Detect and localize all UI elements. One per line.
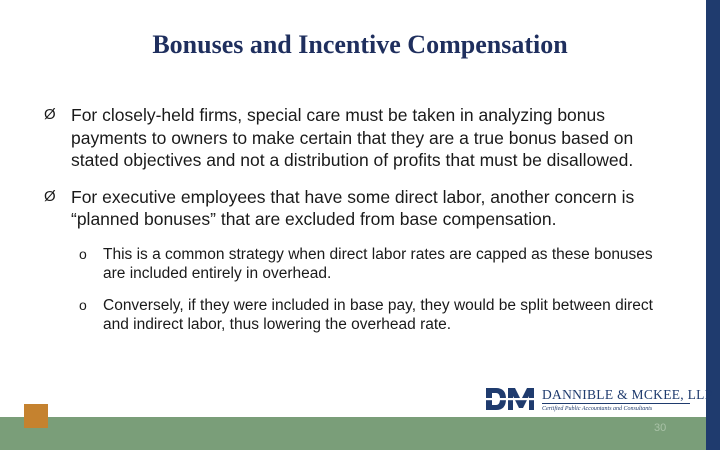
footer-bar bbox=[0, 417, 706, 450]
bullet-list bbox=[44, 104, 664, 347]
bullet-item bbox=[44, 104, 664, 172]
company-logo bbox=[484, 385, 713, 417]
arrow-bullet-icon: Ø bbox=[44, 187, 56, 205]
logo-company-name: DANNIBLE & MCKEE, LLP bbox=[542, 387, 713, 402]
bullet-text: For closely-held firms, special care must be taken in analyzing bonus payments to owners to make certain that they are a true bonus based on stated objectives and not a distribution of profits that must be disallowed. bbox=[71, 105, 634, 170]
accent-square bbox=[24, 404, 48, 428]
bullet-text: For executive employees that have some direct labor, another concern is “planned bonuses” that are excluded from base compensation. bbox=[71, 186, 635, 229]
bullet-item bbox=[44, 186, 664, 231]
sub-bullet-text: This is a common strategy when direct labor rates are capped as these bonuses are included entirely in overhead. bbox=[103, 245, 653, 282]
sub-bullet-text: Conversely, if they were included in base pay, they would be split between direct and indirect labor, thus lowering the overhead rate. bbox=[103, 296, 653, 333]
page-number: 30 bbox=[654, 422, 667, 434]
logo-divider bbox=[542, 403, 690, 404]
circle-bullet-icon: o bbox=[79, 296, 87, 313]
sub-bullet-item bbox=[44, 296, 664, 335]
arrow-bullet-icon: Ø bbox=[44, 106, 56, 123]
right-accent-bar bbox=[706, 0, 720, 450]
dm-logo-icon bbox=[484, 385, 540, 413]
circle-bullet-icon: o bbox=[79, 245, 87, 262]
logo-tagline: Certified Public Accountants and Consultants bbox=[542, 406, 653, 412]
sub-bullet-item bbox=[44, 245, 664, 284]
slide-title: Bonuses and Incentive Compensation bbox=[152, 30, 568, 59]
